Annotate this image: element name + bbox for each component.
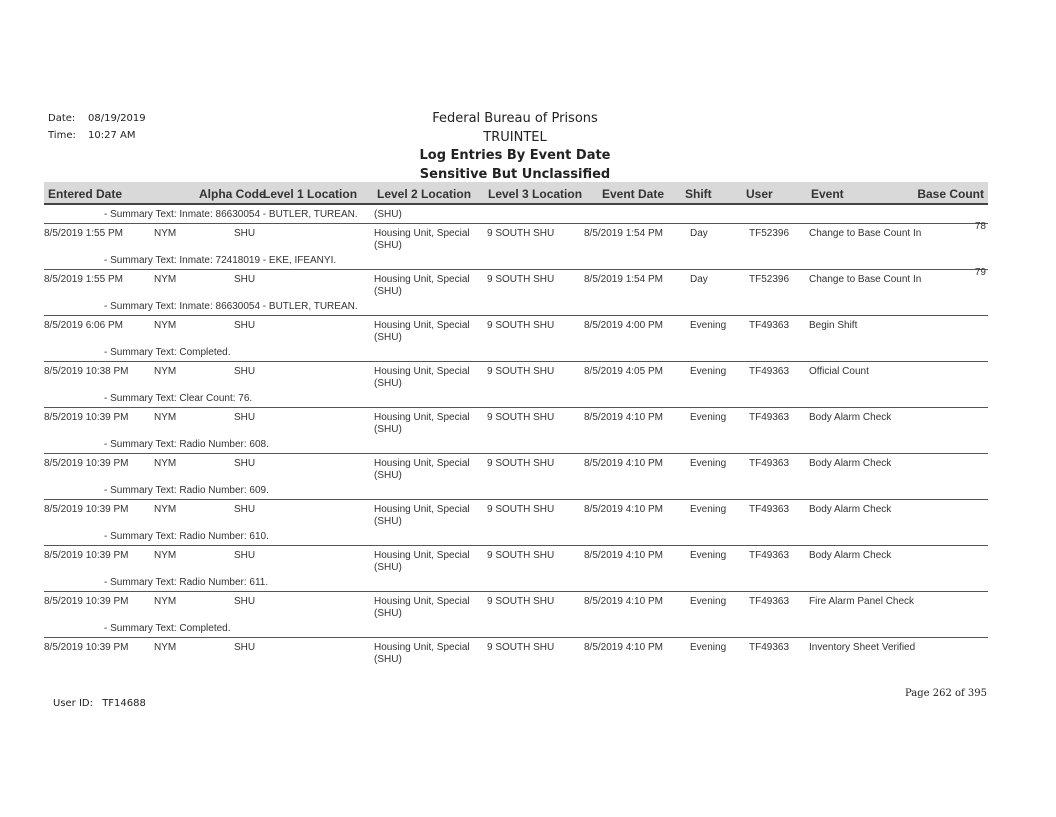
table-row: [44, 454, 988, 482]
table-row: [44, 362, 988, 390]
title-system: TRUINTEL: [483, 129, 547, 145]
column-header-row: [44, 182, 988, 205]
shift-cell: Evening: [690, 458, 727, 469]
user-cell: TF49363: [749, 504, 790, 515]
summary-text: - Summary Text: Radio Number: 609.: [44, 482, 988, 500]
level2-line2: (SHU): [374, 286, 402, 297]
summary-text: - Summary Text: Radio Number: 610.: [44, 528, 988, 546]
col-user: User: [746, 187, 773, 201]
shift-cell: Evening: [690, 504, 727, 515]
level1-cell: SHU: [234, 412, 256, 423]
summary-text: - Summary Text: Radio Number: 608.: [44, 436, 988, 454]
level1-cell: SHU: [234, 228, 256, 239]
level2-line2: (SHU): [374, 240, 402, 251]
summary-text: - Summary Text: Completed.: [44, 344, 988, 362]
event-cell: Body Alarm Check: [809, 504, 892, 515]
level2-line1: Housing Unit, Special: [374, 550, 470, 561]
event-cell: Begin Shift: [809, 320, 858, 331]
alpha-code-cell: NYM: [154, 366, 177, 377]
event-date-cell: 8/5/2019 4:00 PM: [584, 320, 663, 331]
event-cell: Body Alarm Check: [809, 550, 892, 561]
continued-level2-text: (SHU): [374, 209, 402, 220]
level1-cell: SHU: [234, 320, 256, 331]
user-cell: TF49363: [749, 596, 790, 607]
entered-date-cell: 8/5/2019 10:39 PM: [44, 504, 129, 515]
table-row: [44, 638, 988, 666]
user-id-value: TF14688: [102, 698, 146, 709]
page-number: Page 262 of 395: [905, 688, 987, 699]
event-cell: Inventory Sheet Verified: [809, 642, 916, 653]
summary-text: - Summary Text: Clear Count: 76.: [44, 390, 988, 408]
user-cell: TF49363: [749, 412, 790, 423]
table-row: [44, 316, 988, 344]
level2-line2: (SHU): [374, 470, 402, 481]
level2-line1: Housing Unit, Special: [374, 412, 470, 423]
level2-cell: [374, 504, 470, 528]
table-row: [44, 500, 988, 528]
event-cell: Official Count: [809, 366, 869, 377]
event-date-cell: 8/5/2019 4:05 PM: [584, 366, 663, 377]
level3-cell: 9 SOUTH SHU: [487, 366, 555, 377]
level3-cell: 9 SOUTH SHU: [487, 504, 555, 515]
user-cell: TF49363: [749, 458, 790, 469]
level2-line2: (SHU): [374, 562, 402, 573]
shift-cell: Evening: [690, 550, 727, 561]
level3-cell: 9 SOUTH SHU: [487, 412, 555, 423]
col-entered-date: Entered Date: [48, 187, 123, 201]
title-report-name: Log Entries By Event Date: [419, 148, 611, 163]
table-row: [44, 546, 988, 574]
entered-date-cell: 8/5/2019 1:55 PM: [44, 228, 123, 239]
base-count-cell: 79: [974, 267, 986, 278]
level2-line2: (SHU): [374, 378, 402, 389]
level1-cell: SHU: [234, 596, 256, 607]
alpha-code-cell: NYM: [154, 642, 177, 653]
level2-line2: (SHU): [374, 654, 402, 665]
report-time: 10:27 AM: [88, 130, 136, 141]
entered-date-cell: 8/5/2019 1:55 PM: [44, 274, 123, 285]
level1-cell: SHU: [234, 550, 256, 561]
table-row: [44, 221, 988, 252]
shift-cell: Evening: [690, 320, 727, 331]
level2-cell: [374, 366, 470, 390]
user-cell: TF49363: [749, 366, 790, 377]
level2-line1: Housing Unit, Special: [374, 320, 470, 331]
event-date-cell: 8/5/2019 1:54 PM: [584, 228, 663, 239]
level1-cell: SHU: [234, 504, 256, 515]
footer-user-id: [53, 698, 146, 709]
shift-cell: Evening: [690, 366, 727, 377]
date-row: [48, 110, 146, 127]
shift-cell: Day: [690, 228, 708, 239]
level1-cell: SHU: [234, 458, 256, 469]
level3-cell: 9 SOUTH SHU: [487, 596, 555, 607]
level2-line2: (SHU): [374, 608, 402, 619]
level2-line1: Housing Unit, Special: [374, 274, 470, 285]
shift-cell: Day: [690, 274, 708, 285]
level1-cell: SHU: [234, 274, 256, 285]
col-level3-location: Level 3 Location: [488, 187, 583, 201]
col-base-count: Base Count: [917, 187, 984, 201]
alpha-code-cell: NYM: [154, 596, 177, 607]
event-date-cell: 8/5/2019 4:10 PM: [584, 504, 663, 515]
alpha-code-cell: NYM: [154, 320, 177, 331]
summary-text: - Summary Text: Inmate: 86630054 - BUTLER, TUREAN.: [44, 206, 988, 224]
entered-date-cell: 8/5/2019 10:39 PM: [44, 458, 129, 469]
level2-cell: [374, 228, 470, 252]
table-row: [44, 267, 988, 298]
level2-cell: [374, 458, 470, 482]
base-count-cell: 78: [974, 221, 986, 232]
report-meta: [48, 110, 146, 144]
level2-line1: Housing Unit, Special: [374, 642, 470, 653]
alpha-code-cell: NYM: [154, 550, 177, 561]
user-cell: TF52396: [749, 228, 790, 239]
summary-text: - Summary Text: Completed.: [44, 620, 988, 638]
entered-date-cell: 8/5/2019 10:39 PM: [44, 412, 129, 423]
user-cell: TF52396: [749, 274, 790, 285]
log-entries: [44, 206, 988, 666]
time-row: [48, 127, 146, 144]
alpha-code-cell: NYM: [154, 458, 177, 469]
event-date-cell: 8/5/2019 4:10 PM: [584, 642, 663, 653]
level2-cell: [374, 550, 470, 574]
alpha-code-cell: NYM: [154, 412, 177, 423]
alpha-code-cell: NYM: [154, 504, 177, 515]
col-level1-location: Level 1 Location: [263, 187, 358, 201]
entered-date-cell: 8/5/2019 10:39 PM: [44, 596, 129, 607]
level2-line1: Housing Unit, Special: [374, 366, 470, 377]
event-cell: Change to Base Count In: [809, 274, 922, 285]
level2-cell: [374, 596, 470, 620]
level2-cell: [374, 642, 470, 666]
title-agency: Federal Bureau of Prisons: [432, 111, 598, 126]
event-date-cell: 8/5/2019 1:54 PM: [584, 274, 663, 285]
level3-cell: 9 SOUTH SHU: [487, 642, 555, 653]
col-shift: Shift: [685, 187, 712, 201]
level2-line2: (SHU): [374, 424, 402, 435]
shift-cell: Evening: [690, 412, 727, 423]
title-classification: Sensitive But Unclassified: [419, 166, 611, 182]
event-date-cell: 8/5/2019 4:10 PM: [584, 458, 663, 469]
user-cell: TF49363: [749, 550, 790, 561]
level2-cell: [374, 412, 470, 436]
event-cell: Body Alarm Check: [809, 412, 892, 423]
level2-line1: Housing Unit, Special: [374, 596, 470, 607]
entered-date-cell: 8/5/2019 10:39 PM: [44, 550, 129, 561]
level3-cell: 9 SOUTH SHU: [487, 458, 555, 469]
date-label: Date:: [48, 113, 76, 124]
report-date: 08/19/2019: [88, 113, 146, 124]
level1-cell: SHU: [234, 642, 256, 653]
level3-cell: 9 SOUTH SHU: [487, 320, 555, 331]
entered-date-cell: 8/5/2019 10:38 PM: [44, 366, 129, 377]
time-label: Time:: [48, 130, 76, 141]
level2-cell: [374, 320, 470, 344]
entered-date-cell: 8/5/2019 10:39 PM: [44, 642, 129, 653]
level1-cell: SHU: [234, 366, 256, 377]
summary-text: - Summary Text: Inmate: 86630054 - BUTLER, TUREAN.: [44, 298, 988, 316]
report-title: [400, 110, 630, 184]
summary-text: - Summary Text: Radio Number: 611.: [44, 574, 988, 592]
level2-cell: [374, 274, 470, 298]
event-cell: Change to Base Count In: [809, 228, 922, 239]
col-alpha-code: Alpha Code: [199, 187, 266, 201]
level2-line2: (SHU): [374, 332, 402, 343]
level3-cell: 9 SOUTH SHU: [487, 228, 555, 239]
alpha-code-cell: NYM: [154, 228, 177, 239]
shift-cell: Evening: [690, 642, 727, 653]
event-date-cell: 8/5/2019 4:10 PM: [584, 550, 663, 561]
user-cell: TF49363: [749, 320, 790, 331]
user-cell: TF49363: [749, 642, 790, 653]
col-event: Event: [811, 187, 844, 201]
alpha-code-cell: NYM: [154, 274, 177, 285]
level2-line2: (SHU): [374, 516, 402, 527]
col-event-date: Event Date: [602, 187, 665, 201]
user-id-label: User ID:: [53, 698, 93, 709]
table-row: [44, 408, 988, 436]
entered-date-cell: 8/5/2019 6:06 PM: [44, 320, 123, 331]
event-date-cell: 8/5/2019 4:10 PM: [584, 412, 663, 423]
level2-line1: Housing Unit, Special: [374, 228, 470, 239]
shift-cell: Evening: [690, 596, 727, 607]
level3-cell: 9 SOUTH SHU: [487, 550, 555, 561]
level3-cell: 9 SOUTH SHU: [487, 274, 555, 285]
event-date-cell: 8/5/2019 4:10 PM: [584, 596, 663, 607]
level2-line1: Housing Unit, Special: [374, 504, 470, 515]
col-level2-location: Level 2 Location: [377, 187, 472, 201]
level2-line1: Housing Unit, Special: [374, 458, 470, 469]
event-cell: Fire Alarm Panel Check: [809, 596, 915, 607]
table-row: [44, 592, 988, 620]
summary-text: - Summary Text: Inmate: 72418019 - EKE, IFEANYI.: [44, 252, 988, 270]
event-cell: Body Alarm Check: [809, 458, 892, 469]
